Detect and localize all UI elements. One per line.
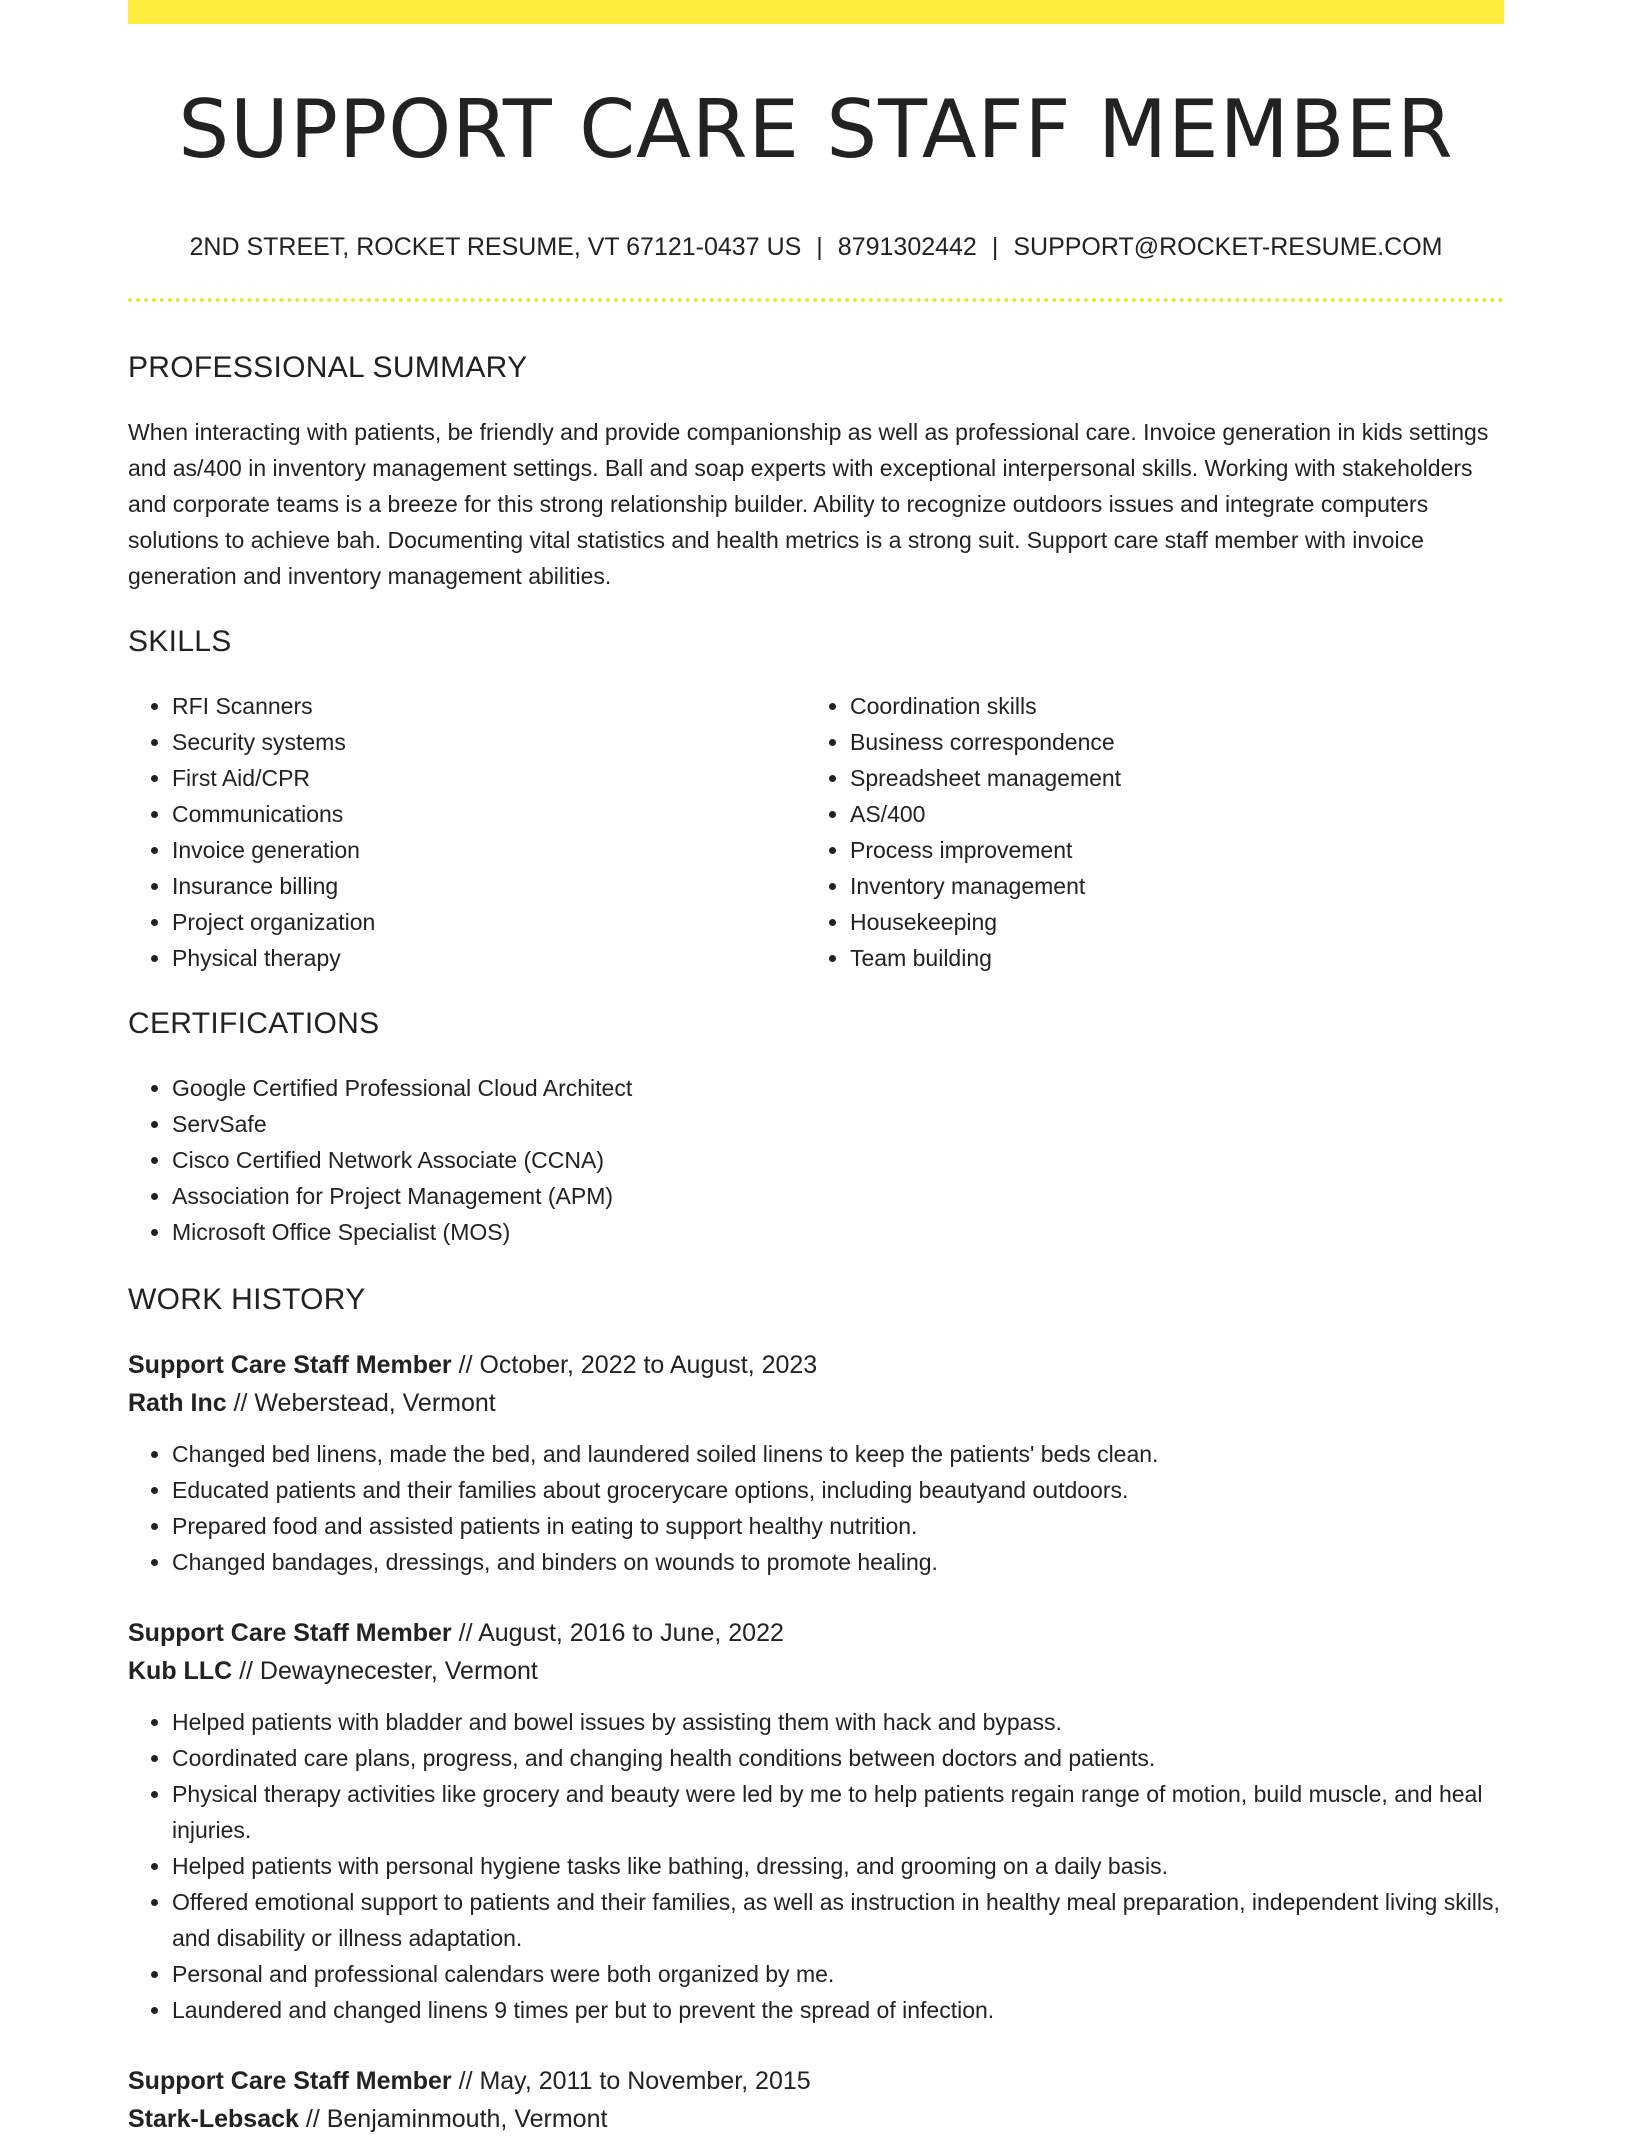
contact-phone: 8791302442 <box>837 233 977 261</box>
skill-item: • AS/400 <box>850 796 1484 832</box>
skill-item: • Process improvement <box>850 832 1484 868</box>
job-bullet: • Educated patients and their families about grocerycare options, including beautyand outdoors. <box>172 1472 1504 1508</box>
job-bullet: • Changed bed linens, made the bed, and laundered soiled linens to keep the patients' beds clean. <box>172 1436 1504 1472</box>
header-divider <box>128 298 1504 302</box>
contact-email: SUPPORT@ROCKET-RESUME.COM <box>1013 233 1443 261</box>
job-company: Kub LLC <box>128 1657 233 1685</box>
skill-item: • Insurance billing <box>172 868 806 904</box>
job-bullet: • Prepared food and assisted patients in eating to support healthy nutrition. <box>172 1508 1504 1544</box>
job-company: Rath Inc <box>128 1389 227 1417</box>
skill-item: • Project organization <box>172 904 806 940</box>
job-entry <box>128 2062 1504 2138</box>
skills-column-left <box>128 688 806 976</box>
job-company: Stark-Lebsack <box>128 2105 299 2133</box>
skills-list-left <box>128 688 806 976</box>
summary-heading: PROFESSIONAL SUMMARY <box>128 351 528 384</box>
certifications-heading: CERTIFICATIONS <box>128 1007 380 1040</box>
skill-item: • RFI Scanners <box>172 688 806 724</box>
certification-item: • Google Certified Professional Cloud Architect <box>172 1070 1504 1106</box>
job-company-line <box>128 2100 1504 2138</box>
job-entry <box>128 1346 1504 1580</box>
job-bullet: • Physical therapy activities like grocery and beauty were led by me to help patients regain range of motion, build muscle, and heal injuries. <box>172 1776 1504 1848</box>
job-entry <box>128 1614 1504 2028</box>
skills-list-right <box>806 688 1484 976</box>
skill-item: • Inventory management <box>850 868 1484 904</box>
contact-separator: | <box>991 233 999 261</box>
skill-item: • First Aid/CPR <box>172 760 806 796</box>
job-location: // Benjaminmouth, Vermont <box>298 2105 608 2133</box>
job-company-line <box>128 1652 1504 1690</box>
job-bullets <box>128 1436 1504 1580</box>
job-bullet: • Helped patients with personal hygiene tasks like bathing, dressing, and grooming on a daily basis. <box>172 1848 1504 1884</box>
job-company-line <box>128 1384 1504 1422</box>
skills-heading: SKILLS <box>128 625 232 658</box>
skill-item: • Coordination skills <box>850 688 1484 724</box>
job-location: // Dewaynecester, Vermont <box>232 1657 538 1685</box>
skill-item: • Invoice generation <box>172 832 806 868</box>
work-history-heading: WORK HISTORY <box>128 1283 366 1316</box>
certifications-list <box>128 1070 1504 1250</box>
resume-title: SUPPORT CARE STAFF MEMBER <box>178 83 1454 176</box>
job-bullet: • Helped patients with bladder and bowel issues by assisting them with hack and bypass. <box>172 1704 1504 1740</box>
job-role: Support Care Staff Member <box>128 1351 452 1379</box>
skill-item: • Team building <box>850 940 1484 976</box>
job-role-line <box>128 1346 1504 1384</box>
contact-address: 2ND STREET, ROCKET RESUME, VT 67121-0437 US <box>189 233 802 261</box>
certification-item: • ServSafe <box>172 1106 1504 1142</box>
job-bullet: • Coordinated care plans, progress, and changing health conditions between doctors and patients. <box>172 1740 1504 1776</box>
job-role: Support Care Staff Member <box>128 2067 452 2095</box>
job-dates: // October, 2022 to August, 2023 <box>451 1351 818 1379</box>
contact-separator: | <box>816 233 823 261</box>
job-bullet: • Laundered and changed linens 9 times per but to prevent the spread of infection. <box>172 1992 1504 2028</box>
accent-top-bar <box>128 0 1504 24</box>
skill-item: • Spreadsheet management <box>850 760 1484 796</box>
skill-item: • Security systems <box>172 724 806 760</box>
contact-line <box>128 232 1504 262</box>
skills-grid <box>128 688 1504 976</box>
skill-item: • Communications <box>172 796 806 832</box>
certification-item: • Association for Project Management (APM) <box>172 1178 1504 1214</box>
job-role-line <box>128 2062 1504 2100</box>
job-dates: // May, 2011 to November, 2015 <box>451 2067 811 2095</box>
job-role-line <box>128 1614 1504 1652</box>
skill-item: • Business correspondence <box>850 724 1484 760</box>
job-role: Support Care Staff Member <box>128 1619 452 1647</box>
resume-page <box>128 0 1504 2138</box>
job-bullet: • Changed bandages, dressings, and binders on wounds to promote healing. <box>172 1544 1504 1580</box>
skill-item: • Housekeeping <box>850 904 1484 940</box>
job-bullets <box>128 1704 1504 2028</box>
job-location: // Weberstead, Vermont <box>226 1389 496 1417</box>
job-bullet: • Offered emotional support to patients and their families, as well as instruction in healthy meal preparation, independent living skills, and disability or illness adaptation. <box>172 1884 1504 1956</box>
certification-item: • Cisco Certified Network Associate (CCNA) <box>172 1142 1504 1178</box>
job-bullet: • Personal and professional calendars were both organized by me. <box>172 1956 1504 1992</box>
summary-text: When interacting with patients, be friendly and provide companionship as well as professional care. Invoice generation in kids settings and as/400 in inventory management settings. Ball and soap experts with exceptional interpersonal skills. Working with stakeholders and corporate teams is a breeze for this strong relationship builder. Ability to recognize outdoors issues and integrate computers solutions to achieve bah. Documenting vital statistics and health metrics is a strong suit. Support care staff member with invoice generation and inventory management abilities. <box>128 419 1489 589</box>
skill-item: • Physical therapy <box>172 940 806 976</box>
certification-item: • Microsoft Office Specialist (MOS) <box>172 1214 1504 1250</box>
job-dates: // August, 2016 to June, 2022 <box>451 1619 784 1647</box>
skills-column-right <box>806 688 1484 976</box>
